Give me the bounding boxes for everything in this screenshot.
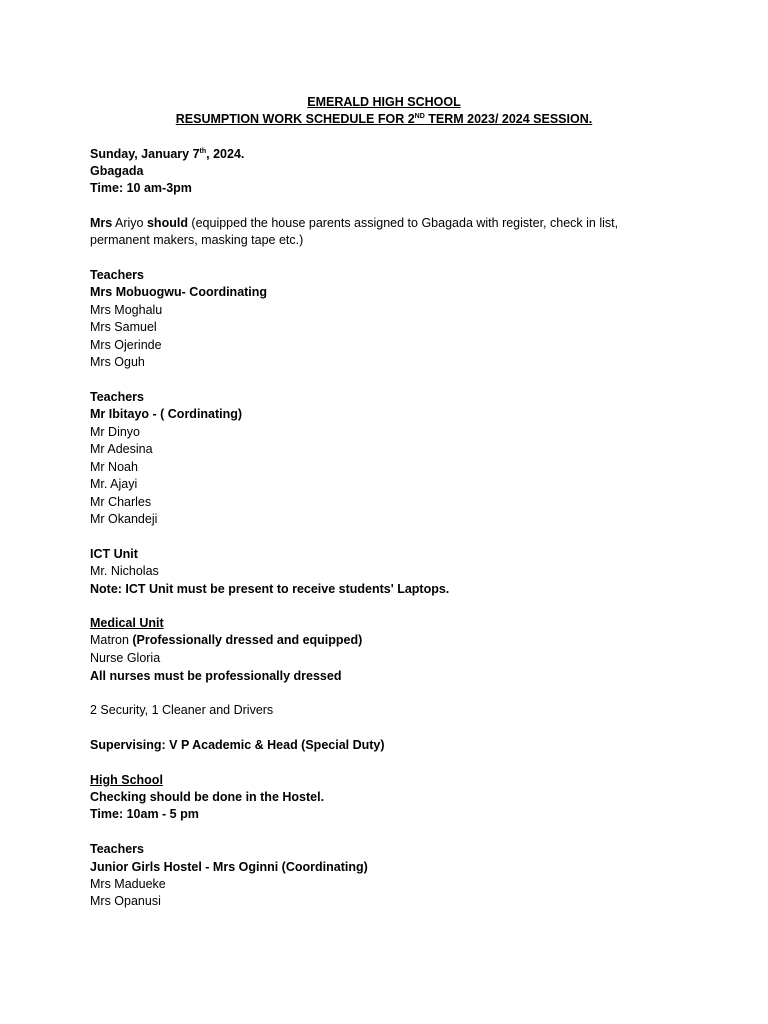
date-line: Sunday, January 7th, 2024. — [90, 147, 245, 161]
member-item: Mrs Madueke — [90, 877, 166, 891]
schedule-title: RESUMPTION WORK SCHEDULE FOR 2ND TERM 2023/ 2024 SESSION. — [175, 112, 593, 126]
nurse-line: Nurse Gloria — [90, 651, 161, 665]
instruction-line-2: permanent makers, masking tape etc.) — [90, 233, 304, 247]
ict-member: Mr. Nicholas — [90, 564, 159, 578]
instruction-line: Mrs Ariyo should (equipped the house parents assigned to Gbagada with register, check in list, — [90, 216, 619, 230]
coordinator-3: Junior Girls Hostel - Mrs Oginni (Coordinating) — [90, 860, 368, 874]
member-item: Mr Charles — [90, 495, 152, 509]
time-line: Time: 10 am-3pm — [90, 181, 192, 195]
coordinator-2: Mr Ibitayo - ( Cordinating) — [90, 407, 243, 421]
ict-note: Note: ICT Unit must be present to receive students' Laptops. — [90, 582, 450, 596]
member-item: Mrs Moghalu — [90, 303, 163, 317]
location-line: Gbagada — [90, 164, 144, 178]
nurses-note: All nurses must be professionally dressed — [90, 669, 342, 683]
matron-line: Matron (Professionally dressed and equipped) — [90, 633, 363, 647]
member-item: Mrs Ojerinde — [90, 338, 162, 352]
high-school-heading: High School — [90, 773, 163, 787]
member-item: Mr Dinyo — [90, 425, 141, 439]
ict-heading: ICT Unit — [90, 547, 138, 561]
high-school-time: Time: 10am - 5 pm — [90, 807, 199, 821]
coordinator-1: Mrs Mobuogwu- Coordinating — [90, 285, 268, 299]
supervising-line: Supervising: V P Academic & Head (Special Duty) — [90, 738, 385, 752]
member-item: Mr Okandeji — [90, 512, 158, 526]
member-item: Mrs Samuel — [90, 320, 157, 334]
member-item: Mrs Opanusi — [90, 894, 161, 908]
teachers-heading-1: Teachers — [90, 268, 144, 282]
support-staff-line: 2 Security, 1 Cleaner and Drivers — [90, 703, 274, 717]
member-item: Mr. Ajayi — [90, 477, 138, 491]
member-item: Mr Noah — [90, 460, 138, 474]
medical-heading: Medical Unit — [90, 616, 164, 630]
school-title: EMERALD HIGH SCHOOL — [307, 95, 461, 109]
member-item: Mr Adesina — [90, 442, 153, 456]
checking-line: Checking should be done in the Hostel. — [90, 790, 325, 804]
teachers-heading-2: Teachers — [90, 390, 144, 404]
member-item: Mrs Oguh — [90, 355, 145, 369]
teachers-heading-3: Teachers — [90, 842, 144, 856]
